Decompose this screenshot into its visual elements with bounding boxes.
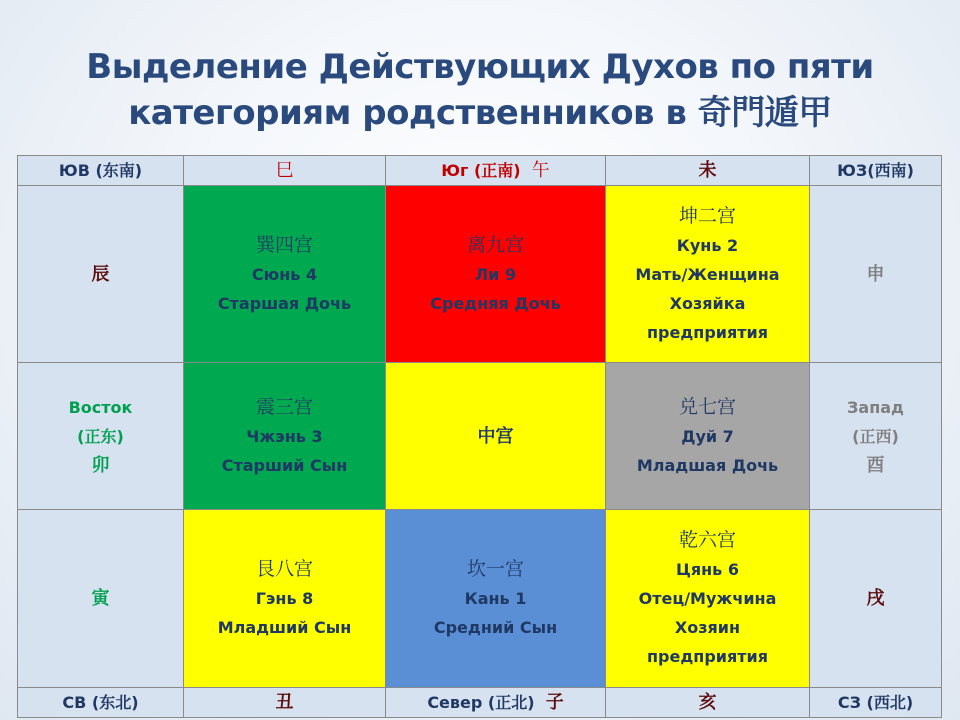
palace-qian-cjk: 乾六宫 <box>678 529 736 552</box>
palace-center <box>386 363 606 510</box>
palace-kan-role: Средний Сын <box>433 618 558 638</box>
palace-zhen <box>184 363 386 510</box>
palace-kun <box>606 186 810 363</box>
title-line-2: категориям родственников в 奇門遁甲 <box>128 93 832 133</box>
palace-qian <box>606 510 810 687</box>
palace-gen <box>184 510 386 687</box>
palace-center-cjk: 中宫 <box>477 425 514 447</box>
palace-kun-role-2: Хозяйка <box>669 293 746 313</box>
palace-kun-name: Кунь 2 <box>676 235 739 255</box>
palace-kun-role-3: предприятия <box>646 322 769 342</box>
palace-kan-cjk: 坎一宫 <box>466 558 524 581</box>
palace-gen-role: Младший Сын <box>217 618 352 638</box>
palace-qian-role-2: Хозяин <box>674 618 741 638</box>
palace-kan-name: Кань 1 <box>464 589 527 609</box>
palace-zhen-cjk: 震三宫 <box>255 395 313 418</box>
branch-shen: 申 <box>810 186 942 363</box>
bottom-row <box>18 687 942 717</box>
northwest-label: СЗ (西北) <box>810 687 942 717</box>
palace-grid <box>17 155 942 718</box>
palace-dui-name: Дуй 7 <box>681 426 734 446</box>
palace-dui <box>606 363 810 510</box>
top-row <box>18 156 942 186</box>
row-3 <box>18 510 942 687</box>
palace-li-role: Средняя Дочь <box>430 293 561 313</box>
palace-li-name: Ли 9 <box>474 264 517 284</box>
branch-si: 巳 <box>184 156 386 186</box>
palace-qian-role-3: предприятия <box>646 647 769 667</box>
branch-you: 酉 <box>866 454 885 476</box>
palace-zhen-role: Старший Сын <box>221 455 348 475</box>
palace-gen-name: Гэнь 8 <box>255 589 314 609</box>
southwest-label: ЮЗ(西南) <box>810 156 942 186</box>
palace-dui-role: Младшая Дочь <box>636 455 779 475</box>
palace-xun-cjk: 巽四宫 <box>255 233 313 256</box>
palace-li-cjk: 离九宫 <box>466 233 524 256</box>
slide-title <box>0 44 960 136</box>
branch-xu: 戌 <box>810 510 942 687</box>
palace-qian-role-1: Отец/Мужчина <box>638 589 777 609</box>
west-direction: (正西) <box>852 426 899 446</box>
branch-zi: 子 <box>545 691 564 713</box>
branch-yin: 寅 <box>18 510 184 687</box>
title-line-1: Выделение Действующих Духов по пяти <box>86 47 874 87</box>
palace-li <box>386 186 606 363</box>
west-label <box>810 363 942 510</box>
palace-xun-role: Старшая Дочь <box>217 293 352 313</box>
east-label <box>18 363 184 510</box>
branch-wei: 未 <box>606 156 810 186</box>
palace-kan <box>386 510 606 687</box>
palace-xun <box>184 186 386 363</box>
branch-chou: 丑 <box>184 687 386 717</box>
west-name: Запад <box>847 397 904 417</box>
branch-mao: 卯 <box>91 454 110 476</box>
row-2 <box>18 363 942 510</box>
palace-gen-cjk: 艮八宫 <box>255 558 313 581</box>
palace-zhen-name: Чжэнь 3 <box>246 426 323 446</box>
palace-xun-name: Сюнь 4 <box>251 264 318 284</box>
east-direction: (正东) <box>77 426 124 446</box>
palace-dui-cjk: 兑七宫 <box>678 395 736 418</box>
palace-qian-name: Цянь 6 <box>676 560 739 580</box>
branch-chen: 辰 <box>18 186 184 363</box>
palace-kun-role-1: Мать/Женщина <box>635 264 780 284</box>
south-label: Юг (正南) 午 <box>386 156 606 186</box>
east-name: Восток <box>68 397 133 417</box>
northeast-label: СВ (东北) <box>18 687 184 717</box>
branch-hai: 亥 <box>606 687 810 717</box>
branch-wu: 午 <box>531 160 550 182</box>
row-1 <box>18 186 942 363</box>
palace-kun-cjk: 坤二宫 <box>678 204 736 227</box>
southeast-label: ЮВ (东南) <box>18 156 184 186</box>
north-label: Север (正北) 子 <box>386 687 606 717</box>
